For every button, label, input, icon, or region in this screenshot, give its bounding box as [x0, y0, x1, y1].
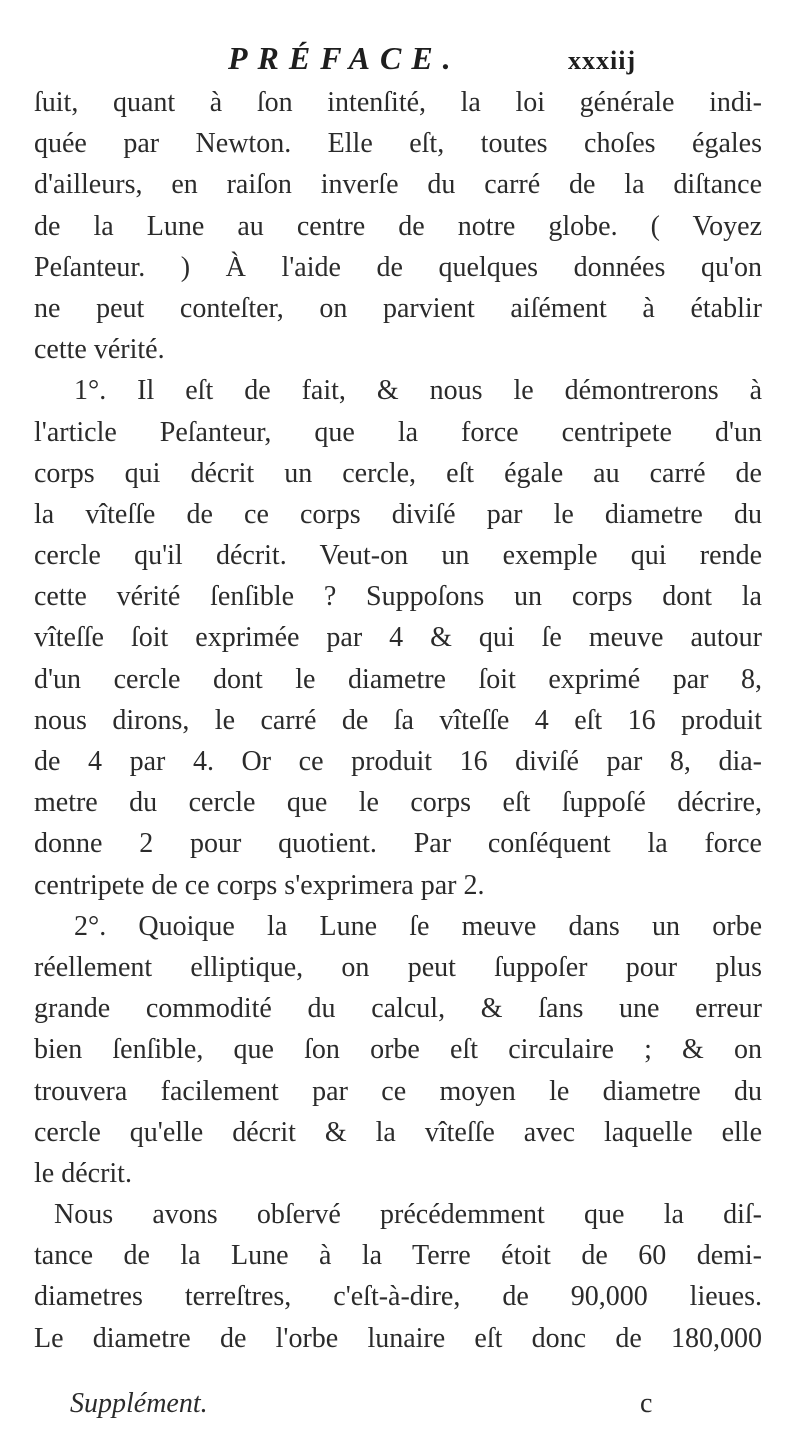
text-line: nous dirons, le carré de ſa vîteſſe 4 eſt 16 produit: [34, 704, 762, 736]
text-line: Peſanteur. ) À l'aide de quelques données qu'on: [34, 251, 762, 283]
paragraph-start-line: 1°. Il eſt de fait, & nous le démontrerons à: [74, 375, 762, 407]
text-line: vîteſſe ſoit exprimée par 4 & qui ſe meuve autour: [34, 622, 762, 654]
page-number: xxxiij: [568, 46, 637, 75]
text-line: cette vérité ſenſible ? Suppoſons un corps dont la: [34, 581, 762, 613]
text-line: grande commodité du calcul, & ſans une erreur: [34, 993, 762, 1025]
text-line: cercle qu'il décrit. Veut-on un exemple qui rende: [34, 540, 762, 572]
text-line: corps qui décrit un cercle, eſt égale au carré de: [34, 457, 762, 489]
text-line: la vîteſſe de ce corps diviſé par le diametre du: [34, 498, 762, 530]
text-line: centripete de ce corps s'exprimera par 2.: [34, 869, 485, 901]
text-line: Le diametre de l'orbe lunaire eſt donc de 180,000: [34, 1322, 762, 1354]
text-line: quée par Newton. Elle eſt, toutes choſes égales: [34, 128, 762, 160]
signature-mark: c: [640, 1388, 653, 1419]
text-line: cette vérité.: [34, 334, 165, 366]
text-line: réellement elliptique, on peut ſuppoſer pour plus: [34, 951, 762, 983]
text-line: ſuit, quant à ſon intenſité, la loi générale indi-: [34, 87, 762, 118]
text-line: de la Lune au centre de notre globe. ( Voyez: [34, 210, 762, 242]
text-line: le décrit.: [34, 1157, 132, 1189]
text-line: bien ſenſible, que ſon orbe eſt circulaire ; & on: [34, 1034, 762, 1066]
page-footer: [70, 1388, 690, 1428]
text-line: trouvera facilement par ce moyen le diametre du: [34, 1075, 762, 1107]
text-line: d'un cercle dont le diametre ſoit exprimé par 8,: [34, 663, 762, 695]
body-text: [34, 82, 762, 1359]
text-line: donne 2 pour quotient. Par conſéquent la force: [34, 828, 762, 860]
catchword: Supplément.: [70, 1388, 208, 1419]
text-line: cercle qu'elle décrit & la vîteſſe avec laquelle elle: [34, 1116, 762, 1148]
text-line: d'ailleurs, en raiſon inverſe du carré de la diſtance: [34, 169, 762, 201]
text-line: diametres terreſtres, c'eſt-à-dire, de 90,000 lieues.: [34, 1281, 762, 1313]
running-title: PRÉFACE.: [228, 40, 461, 76]
page-header: [228, 40, 788, 80]
paragraph-start-line: 2°. Quoique la Lune ſe meuve dans un orbe: [74, 910, 762, 942]
text-line: tance de la Lune à la Terre étoit de 60 demi-: [34, 1240, 762, 1272]
text-line: l'article Peſanteur, que la force centripete d'un: [34, 416, 762, 448]
text-line: ne peut conteſter, on parvient aiſément à établir: [34, 292, 762, 324]
paragraph-start-line: Nous avons obſervé précédemment que la diſ-: [54, 1199, 762, 1231]
text-line: de 4 par 4. Or ce produit 16 diviſé par 8, dia-: [34, 746, 762, 777]
text-line: metre du cercle que le corps eſt ſuppoſé décrire,: [34, 787, 762, 819]
